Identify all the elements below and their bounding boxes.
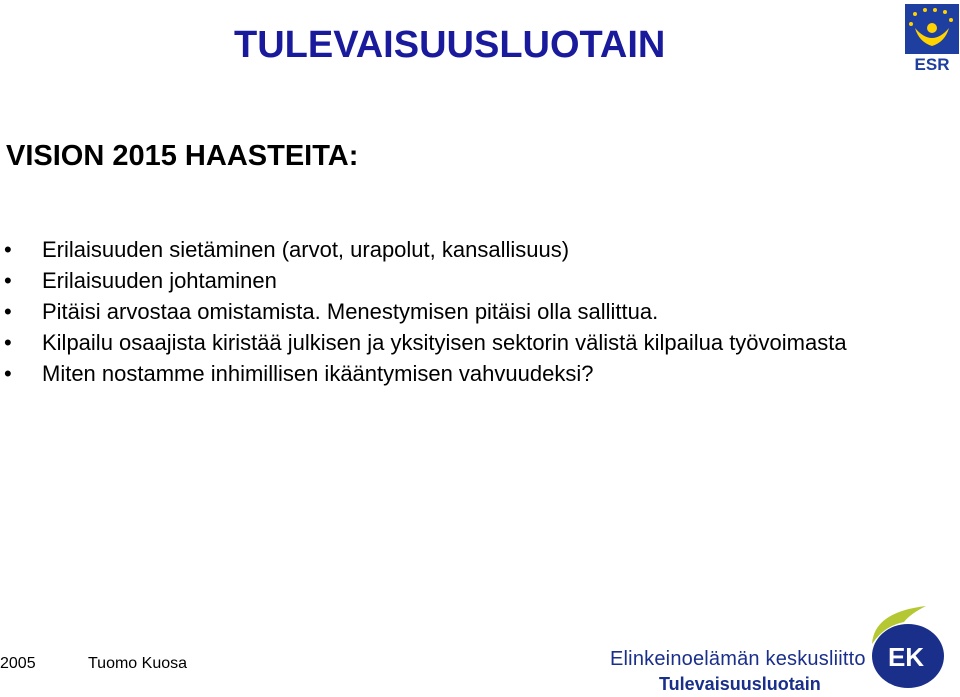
ek-logo-text: EK xyxy=(887,642,925,672)
bullet-list xyxy=(0,234,900,389)
bullet-text: Miten nostamme inhimillisen ikääntymisen vahvuudeksi? xyxy=(42,361,594,386)
bullet-text: Pitäisi arvostaa omistamista. Menestymisen pitäisi olla sallittua. xyxy=(42,299,659,324)
list-item xyxy=(0,296,900,327)
bullet-icon: • xyxy=(4,361,12,386)
list-item xyxy=(0,265,900,296)
bullet-icon: • xyxy=(4,330,12,355)
ek-logo xyxy=(864,604,948,692)
list-item xyxy=(0,234,900,265)
footer-organization: Elinkeinoelämän keskusliitto xyxy=(610,648,866,670)
bullet-text: Kilpailu osaajista kiristää julkisen ja yksityisen sektorin välistä kilpailua työvoimasta xyxy=(42,330,847,355)
footer-author: Tuomo Kuosa xyxy=(88,655,188,672)
slide-title: TULEVAISUUSLUOTAIN xyxy=(234,24,666,66)
bullet-icon: • xyxy=(4,299,12,324)
footer-year: 2005 xyxy=(0,655,36,672)
footer-tagline: Tulevaisuusluotain xyxy=(659,674,821,694)
bullet-icon: • xyxy=(4,237,12,262)
list-item xyxy=(0,358,900,389)
bullet-icon: • xyxy=(4,268,12,293)
slide-subtitle: VISION 2015 HAASTEITA: xyxy=(6,140,359,172)
list-item xyxy=(0,327,900,358)
bullet-text: Erilaisuuden sietäminen (arvot, urapolut, kansallisuus) xyxy=(42,237,570,262)
esr-logo xyxy=(905,4,959,72)
esr-logo-text: ESR xyxy=(914,55,950,72)
bullet-text: Erilaisuuden johtaminen xyxy=(42,268,277,293)
